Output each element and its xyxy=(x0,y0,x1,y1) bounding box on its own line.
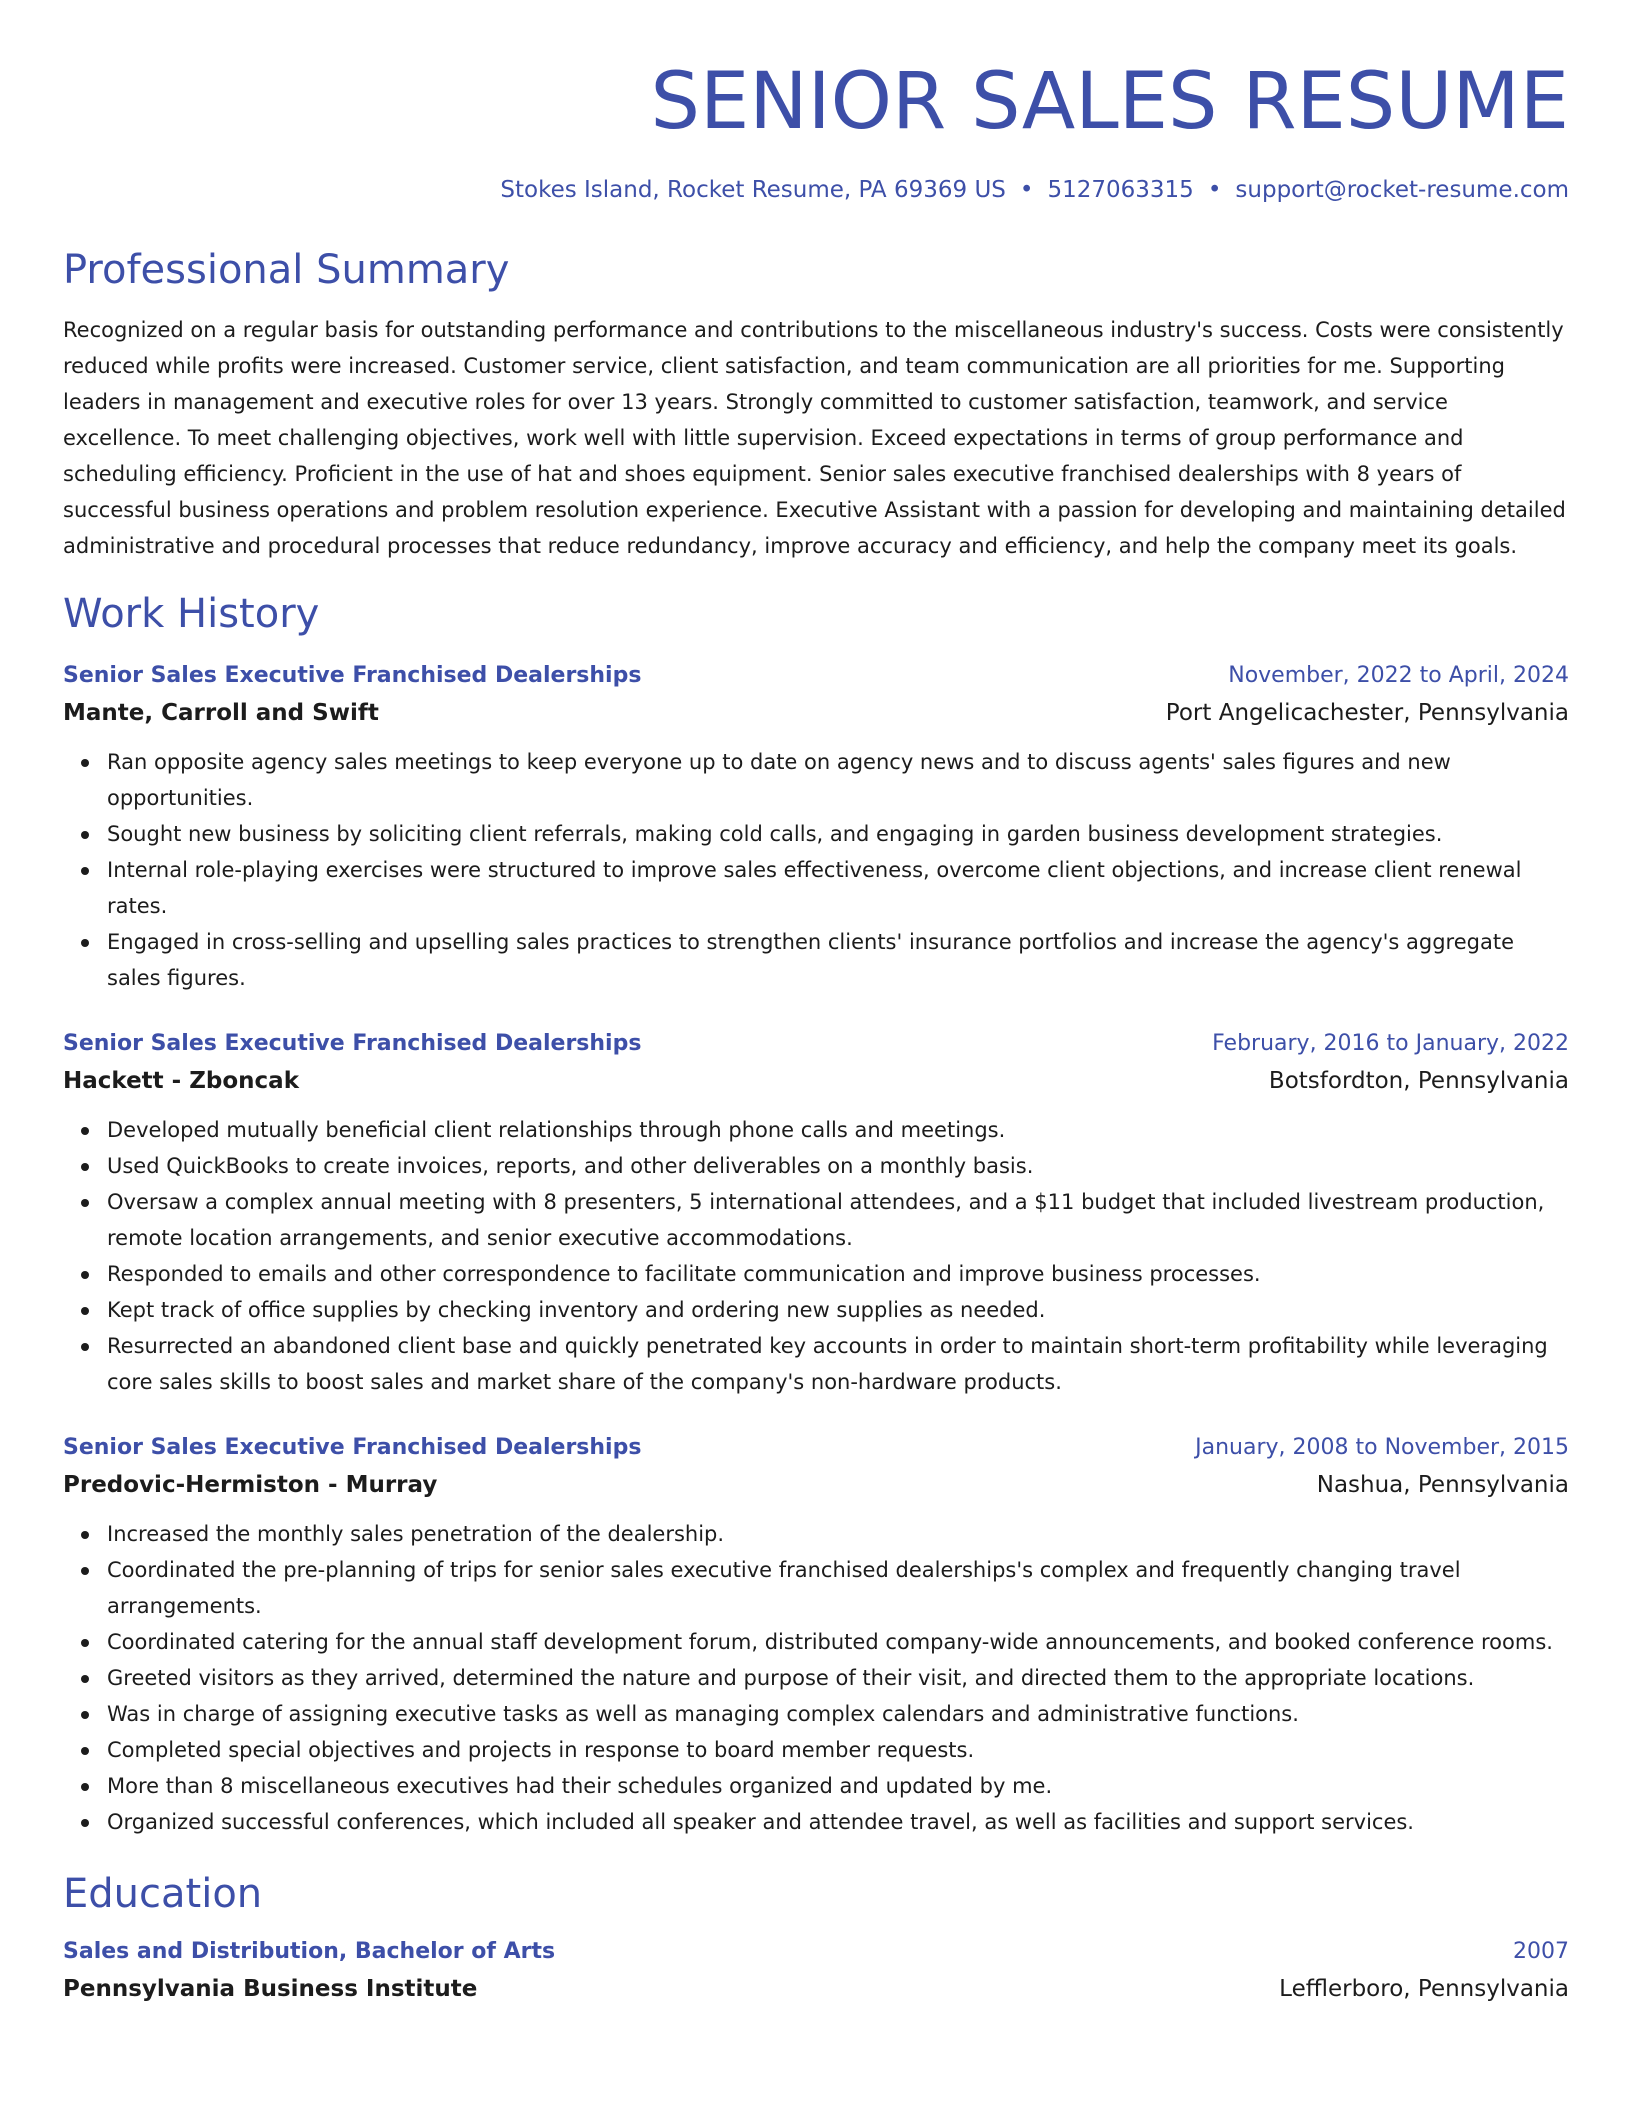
job-bullet: Greeted visitors as they arrived, determined the nature and purpose of their visit, and directed them to the appropriate locations. xyxy=(107,1660,1569,1696)
job-bullet: Developed mutually beneficial client relationships through phone calls and meetings. xyxy=(107,1112,1569,1148)
education-heading: Education xyxy=(63,1871,263,1917)
education-school: Pennsylvania Business Institute xyxy=(63,1976,478,2002)
education-location: Lefflerboro, Pennsylvania xyxy=(1279,1976,1569,2002)
job-dates: January, 2008 to November, 2015 xyxy=(1195,1435,1569,1460)
job-bullet: Kept track of office supplies by checking inventory and ordering new supplies as needed. xyxy=(107,1292,1569,1328)
job-bullet: Oversaw a complex annual meeting with 8 presenters, 5 international attendees, and a $11 budget that included livestream production, remote location arrangements, and senior executive accommodations. xyxy=(107,1184,1569,1256)
contact-line xyxy=(63,174,1569,206)
job-bullet: Coordinated the pre-planning of trips for senior sales executive franchised dealerships's complex and frequently changing travel arrangements. xyxy=(107,1552,1569,1624)
job-bullet: Responded to emails and other correspondence to facilitate communication and improve business processes. xyxy=(107,1256,1569,1292)
job-list xyxy=(63,658,1569,1840)
job-title: Senior Sales Executive Franchised Dealerships xyxy=(63,1031,642,1056)
job-dates: February, 2016 to January, 2022 xyxy=(1212,1031,1569,1056)
job-bullet: Sought new business by soliciting client referrals, making cold calls, and engaging in garden business development strategies. xyxy=(107,816,1569,852)
job-title-row xyxy=(63,1026,1569,1062)
contact-phone: 5127063315 xyxy=(1047,177,1194,203)
job-bullet: Ran opposite agency sales meetings to keep everyone up to date on agency news and to discuss agents' sales figures and new opportunities. xyxy=(107,744,1569,816)
job-company: Predovic-Hermiston - Murray xyxy=(63,1472,438,1498)
job-location: Port Angelicachester, Pennsylvania xyxy=(1165,700,1569,726)
education-section xyxy=(63,1870,1569,2008)
summary-text: Recognized on a regular basis for outstanding performance and contributions to the miscellaneous industry's success. Costs were consistently reduced while profits were increased. Customer service, client satisfaction, and team communication are all priorities for me. Supporting leaders in management and executive roles for over 13 years. Strongly committed to customer satisfaction, teamwork, and service excellence. To meet challenging objectives, work well with little supervision. Exceed expectations in terms of group performance and scheduling efficiency. Proficient in the use of hat and shoes equipment. Senior sales executive franchised dealerships with 8 years of successful business operations and problem resolution experience. Executive Assistant with a passion for developing and maintaining detailed administrative and procedural processes that reduce redundancy, improve accuracy and efficiency, and help the company meet its goals. xyxy=(63,318,1566,558)
job-bullet: Increased the monthly sales penetration of the dealership. xyxy=(107,1516,1569,1552)
job-company: Hackett - Zboncak xyxy=(63,1068,299,1094)
job-company-row xyxy=(63,1062,1569,1100)
resume-header xyxy=(63,56,1569,206)
education-school-row xyxy=(63,1970,1569,2008)
job-bullets xyxy=(63,1516,1569,1840)
contact-address: Stokes Island, Rocket Resume, PA 69369 US xyxy=(500,177,1006,203)
job-entry xyxy=(63,1026,1569,1400)
job-title-row xyxy=(63,658,1569,694)
contact-email: support@rocket-resume.com xyxy=(1235,177,1569,203)
education-degree-row xyxy=(63,1934,1569,1970)
work-history-section xyxy=(63,590,1569,1840)
summary-heading: Professional Summary xyxy=(63,247,510,293)
job-entry xyxy=(63,658,1569,996)
job-bullets xyxy=(63,1112,1569,1400)
resume-name: SENIOR SALES RESUME xyxy=(650,57,1569,147)
contact-separator: • xyxy=(1207,177,1222,203)
work-history-heading: Work History xyxy=(63,591,320,637)
job-bullet: Was in charge of assigning executive tasks as well as managing complex calendars and administrative functions. xyxy=(107,1696,1569,1732)
job-bullet: Internal role-playing exercises were structured to improve sales effectiveness, overcome client objections, and increase client renewal rates. xyxy=(107,852,1569,924)
job-entry xyxy=(63,1430,1569,1840)
contact-separator: • xyxy=(1019,177,1034,203)
job-bullet: Completed special objectives and projects in response to board member requests. xyxy=(107,1732,1569,1768)
education-year: 2007 xyxy=(1513,1939,1569,1964)
job-bullet: More than 8 miscellaneous executives had their schedules organized and updated by me. xyxy=(107,1768,1569,1804)
job-company-row xyxy=(63,694,1569,732)
summary-section xyxy=(63,246,1569,564)
job-company-row xyxy=(63,1466,1569,1504)
education-entry xyxy=(63,1934,1569,2008)
education-degree: Sales and Distribution, Bachelor of Arts xyxy=(63,1939,556,1964)
job-dates: November, 2022 to April, 2024 xyxy=(1228,663,1569,688)
job-bullets xyxy=(63,744,1569,996)
job-bullet: Coordinated catering for the annual staff development forum, distributed company-wide announcements, and booked conference rooms. xyxy=(107,1624,1569,1660)
job-title: Senior Sales Executive Franchised Dealerships xyxy=(63,663,642,688)
job-title-row xyxy=(63,1430,1569,1466)
job-company: Mante, Carroll and Swift xyxy=(63,700,379,726)
job-location: Botsfordton, Pennsylvania xyxy=(1268,1068,1569,1094)
job-bullet: Resurrected an abandoned client base and quickly penetrated key accounts in order to maintain short-term profitability while leveraging core sales skills to boost sales and market share of the company's non-hardware products. xyxy=(107,1328,1569,1400)
job-bullet: Organized successful conferences, which included all speaker and attendee travel, as well as facilities and support services. xyxy=(107,1804,1569,1840)
job-title: Senior Sales Executive Franchised Dealerships xyxy=(63,1435,642,1460)
job-bullet: Used QuickBooks to create invoices, reports, and other deliverables on a monthly basis. xyxy=(107,1148,1569,1184)
job-location: Nashua, Pennsylvania xyxy=(1316,1472,1569,1498)
job-bullet: Engaged in cross-selling and upselling sales practices to strengthen clients' insurance portfolios and increase the agency's aggregate sales figures. xyxy=(107,924,1569,996)
